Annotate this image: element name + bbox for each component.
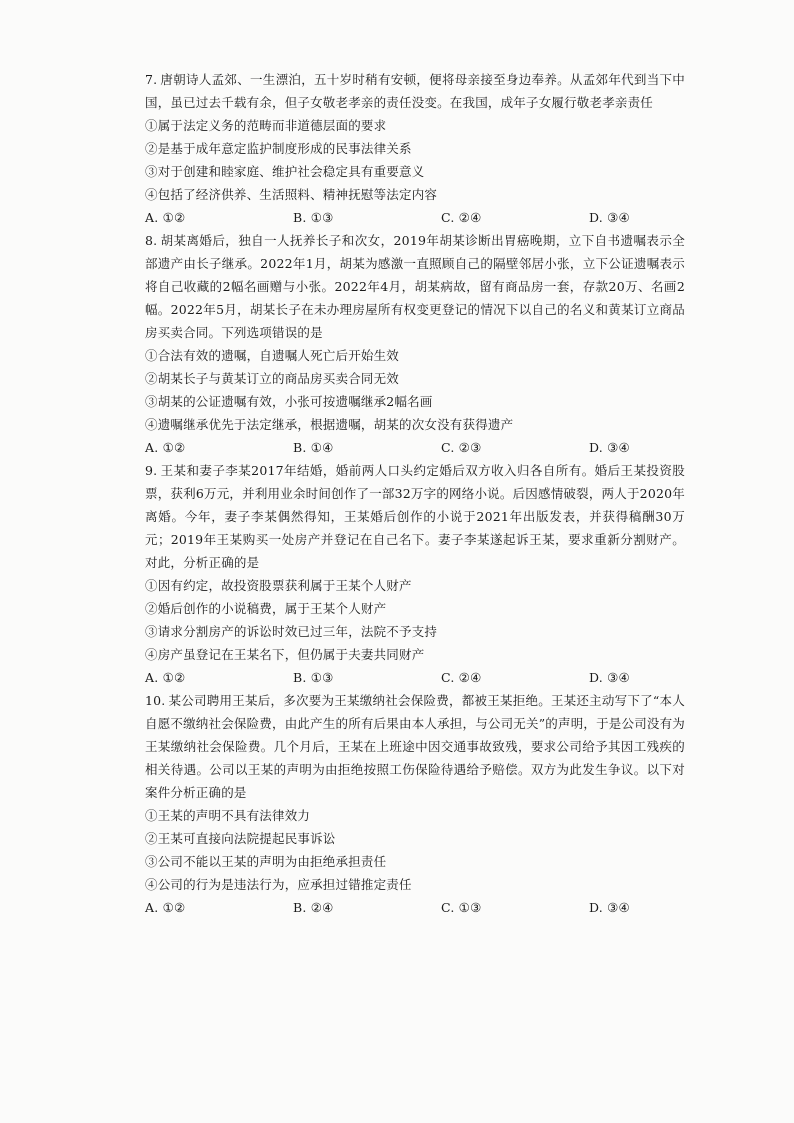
statement-item: ①因有约定，故投资股票获利属于王某个人财产: [145, 578, 412, 593]
question-number: 8.: [145, 233, 158, 248]
choice-d: D. ③④: [589, 900, 630, 915]
question-stem: [145, 689, 685, 804]
answer-choices: [145, 436, 685, 459]
statement-item: ③请求分割房产的诉讼时效已过三年，法院不予支持: [145, 624, 438, 639]
statement-item: ①属于法定义务的范畴而非道德层面的要求: [145, 118, 387, 133]
choice-c: C. ①③: [441, 900, 482, 915]
choice-d: D. ③④: [589, 440, 630, 455]
choice-d: D. ③④: [589, 670, 630, 685]
choice-c: C. ②④: [441, 670, 482, 685]
statement-item: ②胡某长子与黄某订立的商品房买卖合同无效: [145, 371, 400, 386]
statement-item: ④公司的行为是违法行为，应承担过错推定责任: [145, 877, 412, 892]
question-stem: [145, 459, 685, 574]
question-stem: [145, 68, 685, 114]
question-stem: [145, 229, 685, 344]
statement-item: ②是基于成年意定监护制度形成的民事法律关系: [145, 141, 412, 156]
question-text: 某公司聘用王某后，多次要为王某缴纳社会保险费，都被王某拒绝。王某还主动写下了“本人自愿不缴纳社会保险费，由此产生的所有后果由本人承担，与公司无关”的声明，于是公司没有为王某缴纳社会保险费。几个月后，王某在上班途中因交通事故致残，要求公司给予其因工残疾的相关待遇。公司以王某的声明为由拒绝按照工伤保险待遇给予赔偿。双方为此发生争议。以下对案件分析正确的是: [145, 693, 685, 800]
question-number: 9.: [145, 463, 158, 478]
question-10: [145, 689, 685, 919]
statement-item: ④房产虽登记在王某名下，但仍属于夫妻共同财产: [145, 647, 425, 662]
question-text: 王某和妻子李某2017年结婚，婚前两人口头约定婚后双方收入归各自所有。婚后王某投资股票，获利6万元，并利用业余时间创作了一部32万字的网络小说。后因感情破裂，两人于2020年离婚。今年，妻子李某偶然得知，王某婚后创作的小说于2021年出版发表，并获得稿酬30万元；2019年王某购买一处房产并登记在自己名下。妻子李某遂起诉王某，要求重新分割财产。对此，分析正确的是: [145, 463, 685, 570]
choice-b: B. ①③: [293, 210, 334, 225]
statement-item: ②婚后创作的小说稿费，属于王某个人财产: [145, 601, 387, 616]
statement-item: ③胡某的公证遗嘱有效，小张可按遗嘱继承2幅名画: [145, 394, 433, 409]
choice-c: C. ②③: [441, 440, 482, 455]
choice-b: B. ①④: [293, 440, 334, 455]
question-7: [145, 68, 685, 229]
question-9: [145, 459, 685, 689]
question-8: [145, 229, 685, 459]
choice-b: B. ②④: [293, 900, 334, 915]
choice-a: A. ①②: [145, 900, 186, 915]
statement-item: ④遗嘱继承优先于法定继承，根据遗嘱，胡某的次女没有获得遗产: [145, 417, 514, 432]
choice-a: A. ①②: [145, 440, 186, 455]
question-text: 唐朝诗人孟郊、一生漂泊，五十岁时稍有安顿，便将母亲接至身边奉养。从孟郊年代到当下中国，虽已过去千载有余，但子女敬老孝亲的责任没变。在我国，成年子女履行敬老孝亲责任: [145, 72, 685, 110]
choice-a: A. ①②: [145, 210, 186, 225]
question-number: 7.: [145, 72, 158, 87]
statement-item: ①合法有效的遗嘱，自遗嘱人死亡后开始生效: [145, 348, 400, 363]
statement-item: ①王某的声明不具有法律效力: [145, 808, 311, 823]
question-number: 10.: [145, 693, 166, 708]
statement-item: ③对于创建和睦家庭、维护社会稳定具有重要意义: [145, 164, 425, 179]
choice-c: C. ②④: [441, 210, 482, 225]
choice-d: D. ③④: [589, 210, 630, 225]
question-text: 胡某离婚后，独自一人抚养长子和次女，2019年胡某诊断出胃癌晚期，立下自书遗嘱表示全部遗产由长子继承。2022年1月，胡某为感激一直照顾自己的隔壁邻居小张，立下公证遗嘱表示将自己收藏的2幅名画赠与小张。2022年4月，胡某病故，留有商品房一套，存款20万、名画2幅。2022年5月，胡某长子在未办理房屋所有权变更登记的情况下以自己的名义和黄某订立商品房买卖合同。下列选项错误的是: [145, 233, 685, 340]
choice-b: B. ①③: [293, 670, 334, 685]
answer-choices: [145, 896, 685, 919]
statement-item: ③公司不能以王某的声明为由拒绝承担责任: [145, 854, 387, 869]
statement-item: ④包括了经济供养、生活照料、精神抚慰等法定内容: [145, 187, 438, 202]
question-list: [145, 68, 685, 919]
answer-choices: [145, 206, 685, 229]
answer-choices: [145, 666, 685, 689]
choice-a: A. ①②: [145, 670, 186, 685]
statement-item: ②王某可直接向法院提起民事诉讼: [145, 831, 336, 846]
